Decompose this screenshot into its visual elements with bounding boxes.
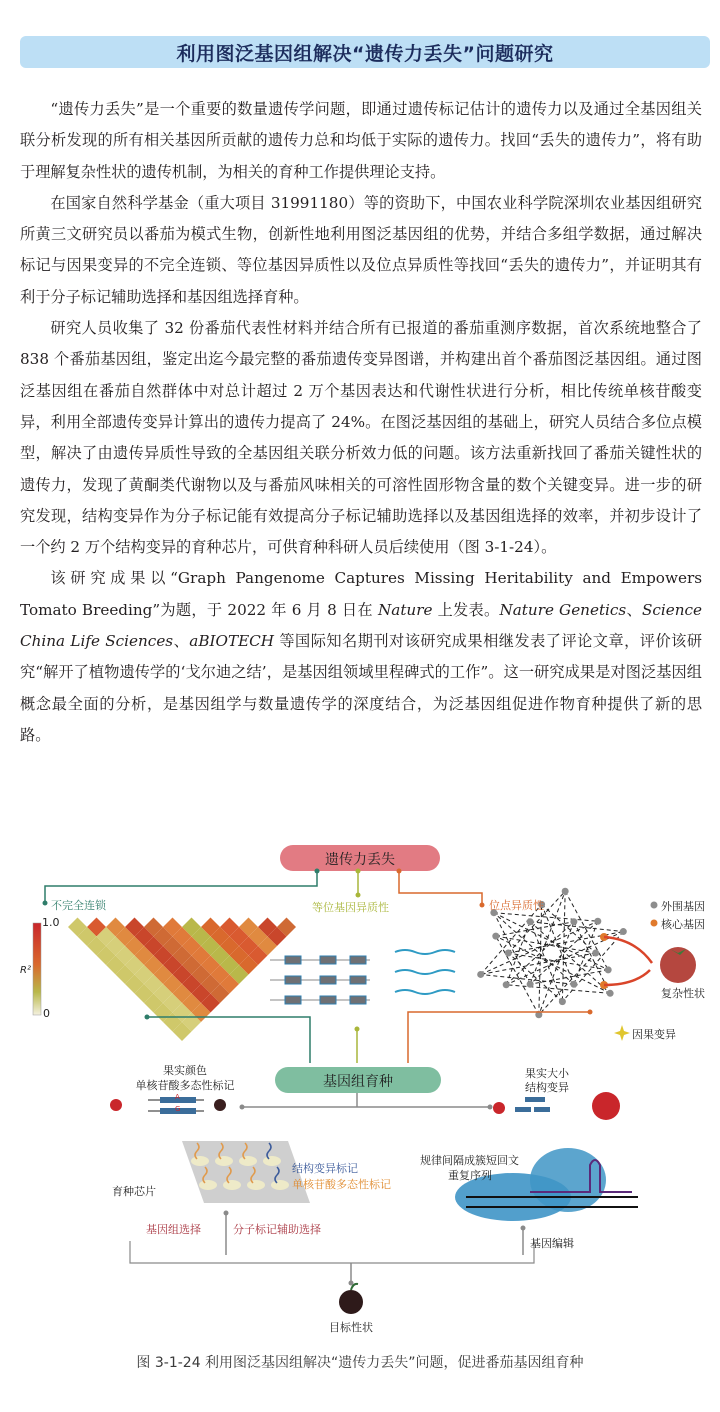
figure-caption: 图 3-1-24 利用图泛基因组解决“遗传力丢失”问题，促进番茄基因组育种 bbox=[136, 1355, 584, 1371]
connector-dot bbox=[588, 1010, 593, 1015]
chip-spot bbox=[247, 1180, 265, 1190]
top-pill-label: 遗传力丢失 bbox=[325, 852, 395, 868]
exon bbox=[350, 956, 366, 964]
transcript bbox=[395, 950, 455, 954]
crispr-label-line2: 重复序列 bbox=[448, 1169, 492, 1182]
chip-spot bbox=[199, 1180, 217, 1190]
scale-max-label: 1.0 bbox=[42, 916, 60, 929]
network-node bbox=[492, 933, 499, 940]
allele-a-label: A bbox=[175, 1093, 180, 1101]
network-edge bbox=[539, 904, 542, 1014]
italic-term: Nature Genetics bbox=[499, 600, 627, 619]
complex-trait-label: 复杂性状 bbox=[661, 987, 705, 1000]
italic-term: aBIOTECH bbox=[189, 632, 275, 651]
network-node bbox=[505, 950, 512, 957]
scale-min-label: 0 bbox=[43, 1007, 50, 1020]
allelic-gene-models bbox=[270, 950, 455, 1004]
chip-legend-snp: 单核苷酸多态性标记 bbox=[292, 1178, 391, 1191]
exon bbox=[285, 976, 301, 984]
sv-marker bbox=[525, 1097, 545, 1102]
tomato-icon bbox=[110, 1099, 122, 1111]
center-pill-label: 基因组育种 bbox=[323, 1074, 393, 1090]
connector-locus-to-breeding bbox=[408, 1012, 590, 1063]
figure-3-1-24 bbox=[20, 835, 710, 1345]
paragraph bbox=[20, 188, 702, 313]
tomato-icon bbox=[493, 1102, 505, 1114]
text-run: “遗传力丢失”是一个重要的数量遗传学问题，即通过遗传标记估计的遗传力以及通过全基因组关联分析发现的所有相关基因所贡献的遗传力总和均低于实际的遗传力。找回“丢失的遗传力”，将有助于理解复杂性状的遗传机制，为相关的育种工作提供理论支持。 bbox=[20, 100, 702, 181]
exon bbox=[320, 976, 336, 984]
fruit-color-title: 果实颜色 bbox=[163, 1064, 207, 1077]
legend-causal-variant: 因果变异 bbox=[632, 1028, 676, 1041]
tomato-icon bbox=[214, 1099, 226, 1111]
network-edge bbox=[539, 922, 574, 1015]
connector-dot bbox=[43, 901, 48, 906]
r2-color-scale bbox=[33, 923, 41, 1015]
legend-core-gene: 核心基因 bbox=[661, 918, 705, 931]
chip-spot bbox=[271, 1180, 289, 1190]
fruit-size-sub: 结构变异 bbox=[525, 1081, 569, 1094]
connector-dot bbox=[397, 869, 402, 874]
connector-dot bbox=[145, 1015, 150, 1020]
paragraph bbox=[20, 94, 702, 188]
connector-dot bbox=[521, 1226, 526, 1231]
sv-marker bbox=[515, 1107, 531, 1112]
network-node bbox=[607, 990, 614, 997]
network-node bbox=[605, 966, 612, 973]
target-tomato-icon bbox=[339, 1290, 363, 1314]
branch-allelic-heterogeneity: 等位基因异质性 bbox=[312, 901, 389, 914]
network-node bbox=[527, 918, 534, 925]
causal-variant-star-icon bbox=[614, 1025, 630, 1041]
paragraph bbox=[20, 313, 702, 563]
exon bbox=[285, 956, 301, 964]
chip-spot bbox=[223, 1180, 241, 1190]
network-node bbox=[527, 981, 534, 988]
fruit-color-sub: 单核苷酸多态性标记 bbox=[135, 1079, 235, 1092]
allele-g-label: G bbox=[175, 1105, 181, 1113]
transcript bbox=[395, 990, 455, 994]
fruit-size-title: 果实大小 bbox=[525, 1067, 569, 1080]
text-run: 、 bbox=[626, 600, 642, 619]
network-node bbox=[503, 981, 510, 988]
chip-spot bbox=[215, 1156, 233, 1166]
cas9-lobe bbox=[530, 1148, 606, 1212]
network-node bbox=[562, 888, 569, 895]
connector-dot bbox=[488, 1105, 493, 1110]
network-edge bbox=[494, 913, 530, 985]
exon bbox=[285, 996, 301, 1004]
italic-term: Nature bbox=[377, 600, 433, 619]
legend-peripheral-gene: 外围基因 bbox=[661, 900, 705, 913]
chip-spot bbox=[239, 1156, 257, 1166]
gene-editing-label: 基因编辑 bbox=[530, 1237, 574, 1250]
network-node bbox=[477, 971, 484, 978]
network-node bbox=[594, 918, 601, 925]
chip-spot bbox=[263, 1156, 281, 1166]
network-edge bbox=[565, 891, 608, 970]
core-gene-dot bbox=[651, 920, 658, 927]
branch-incomplete-linkage: 不完全连锁 bbox=[51, 899, 106, 912]
exon bbox=[320, 956, 336, 964]
transcript bbox=[395, 970, 455, 974]
connector-dot bbox=[224, 1211, 229, 1216]
arrow-icon bbox=[604, 970, 650, 985]
network-edge bbox=[562, 891, 565, 1001]
exon bbox=[320, 996, 336, 1004]
ld-heatmap bbox=[68, 918, 296, 1042]
text-run: 等国际知名期刊对该研究成果相继发表了评论文章，评价该研究“解开了植物遗传学的‘戈尔迪之结’，是基因组领域里程碑式的工作”。这一研究成果是对图泛基因组概念最全面的分析，是基因组学与数量遗传学的深度结合，为泛基因组促进作物育种提供了新的思路。 bbox=[20, 632, 703, 744]
text-run: 研究人员收集了 32 份番茄代表性材料并结合所有已报道的番茄重测序数据，首次系统地整合了 838 个番茄基因组，鉴定出迄今最完整的番茄遗传变异图谱，并构建出首个番茄图泛基因组。通过图泛基因组在番茄自然群体中对总计超过 2 万个基因表达和代谢性状进行分析，相比传统单核苷酸变异，利用全部遗传变异计算出的遗传力提高了 24%。在图泛基因组的基础上，研究人员结合多位点模型，解决了由遗传异质性导致的全基因组关联分析效力低的问题。该方法重新找回了番茄关键性状的遗传力，发现了黄酮类代谢物以及与番茄风味相关的可溶性固形物含量的数个关键变异。进一步的研究发现，结构变异作为分子标记能有效提高分子标记辅助选择以及基因组选择的效率，并初步设计了一个约 2 万个结构变异的育种芯片，可供育种科研人员后续使用（图 3-1-24）。 bbox=[20, 319, 702, 557]
network-node bbox=[559, 998, 566, 1005]
italic-term: Science China Life Sciences bbox=[20, 600, 703, 651]
article-body bbox=[20, 94, 702, 751]
arrow-icon bbox=[604, 937, 652, 963]
tomato-icon bbox=[660, 947, 696, 983]
text-run: 、 bbox=[173, 632, 190, 651]
network-node bbox=[592, 950, 599, 957]
title-banner bbox=[20, 36, 710, 68]
genomic-selection-label: 基因组选择 bbox=[146, 1223, 201, 1236]
text-run: 上发表。 bbox=[432, 600, 500, 619]
network-node bbox=[620, 928, 627, 935]
connector-dot bbox=[315, 869, 320, 874]
branch-locus-heterogeneity: 位点异质性 bbox=[489, 899, 544, 912]
sv-marker bbox=[534, 1107, 550, 1112]
target-trait-label: 目标性状 bbox=[329, 1321, 373, 1334]
network-edge bbox=[494, 913, 574, 985]
network-node bbox=[570, 918, 577, 925]
text-run: 该研究成果以“Graph Pangenome Captures Missing Heritability and Empowers Tomato Breeding”为题，于 2022 年 6 月 8 日在 bbox=[20, 569, 702, 619]
connector-right bbox=[399, 871, 482, 905]
crispr-label-line1: 规律间隔成簇短回文 bbox=[420, 1154, 519, 1167]
connector-dot bbox=[356, 893, 361, 898]
text-run: 在国家自然科学基金（重大项目 31991180）等的资助下，中国农业科学院深圳农业基因组研究所黄三文研究员以番茄为模式生物，创新性地利用图泛基因组的优势，并结合多组学数据，通过解决标记与因果变异的不完全连锁、等位基因异质性以及位点异质性等找回“丢失的遗传力”，并证明其有利于分子标记辅助选择和基因组选择育种。 bbox=[20, 193, 702, 306]
r2-axis-label: R² bbox=[20, 965, 31, 976]
exon bbox=[350, 996, 366, 1004]
tomato-icon bbox=[592, 1092, 620, 1120]
connector-dot bbox=[240, 1105, 245, 1110]
connector-dot bbox=[356, 869, 361, 874]
connector-dot bbox=[355, 1027, 360, 1032]
paragraph bbox=[20, 563, 702, 751]
breeding-chip-label: 育种芯片 bbox=[112, 1185, 156, 1198]
network-edge bbox=[530, 922, 610, 994]
network-edge bbox=[496, 936, 539, 1015]
bottom-bracket bbox=[130, 1241, 534, 1263]
mas-label: 分子标记辅助选择 bbox=[233, 1223, 321, 1236]
network-node bbox=[570, 981, 577, 988]
chip-legend-sv: 结构变异标记 bbox=[292, 1162, 358, 1175]
peripheral-gene-dot bbox=[651, 902, 658, 909]
network-edge bbox=[481, 921, 598, 974]
connector-dot bbox=[480, 903, 485, 908]
page-title: 利用图泛基因组解决“遗传力丢失”问题研究 bbox=[176, 42, 554, 65]
chip-spot bbox=[191, 1156, 209, 1166]
exon bbox=[350, 976, 366, 984]
